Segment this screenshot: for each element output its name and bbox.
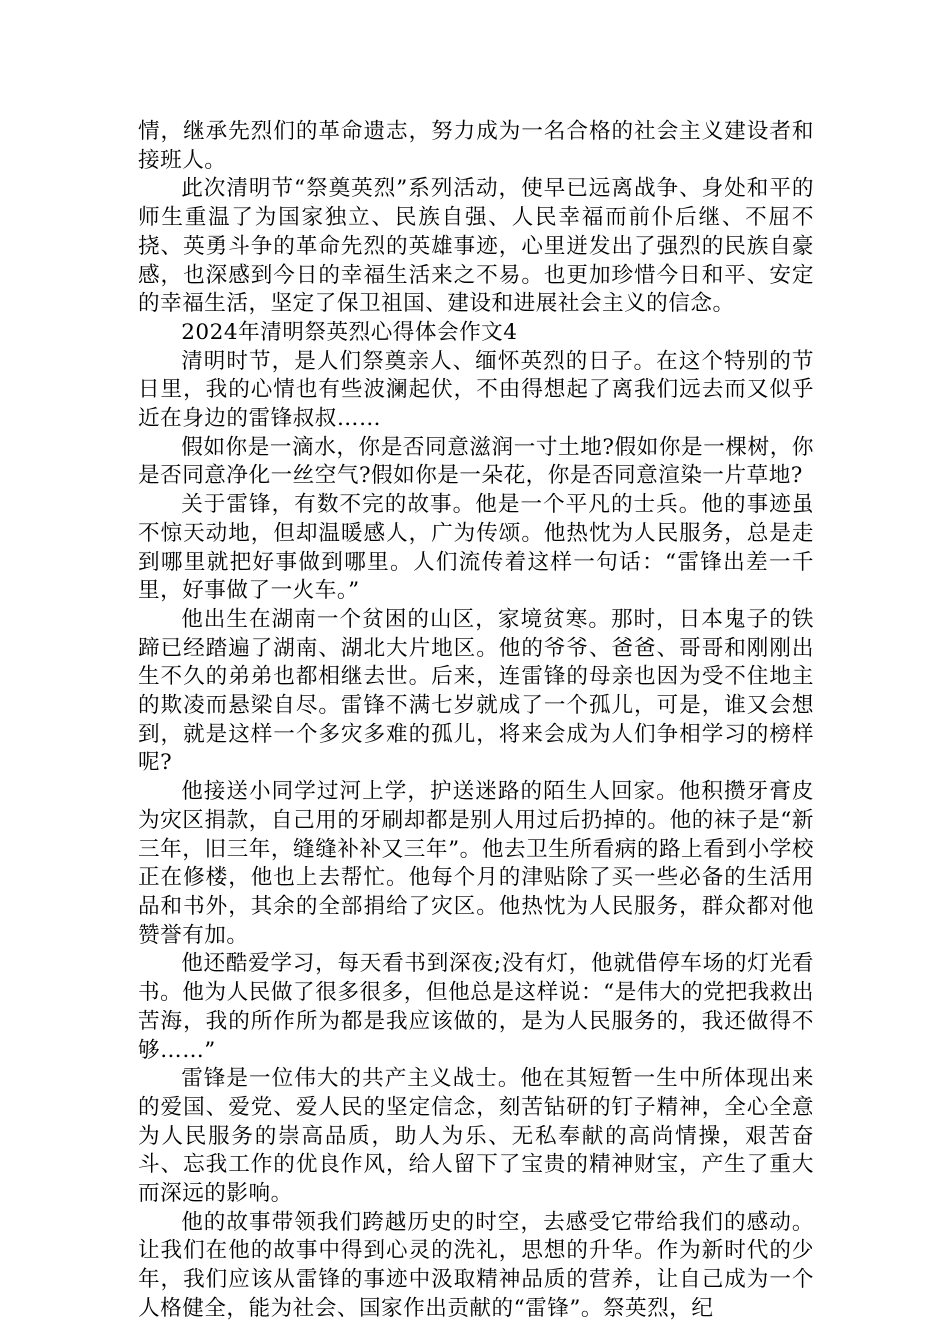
paragraph-activity-summary: 此次清明节“祭奠英烈”系列活动，使早已远离战争、身处和平的师生重温了为国家独立、民族自强、人民幸福而前仆后继、不屈不挠、英勇斗争的革命先烈的英雄事迹，心里迸发出了强烈的民族自豪感，也深感到今日的幸福生活来之不易。也更加珍惜今日和平、安定的幸福生活，坚定了保卫祖国、建设和进展社会主义的信念。 (138, 176, 814, 317)
paragraph-leifeng-childhood: 他出生在湖南一个贫困的山区，家境贫寒。那时，日本鬼子的铁蹄已经踏遍了湖南、湖北大片地区。他的爷爷、爸爸、哥哥和刚刚出生不久的弟弟也都相继去世。后来，连雷锋的母亲也因为受不住地主的欺凌而悬梁自尽。雷锋不满七岁就成了一个孤儿，可是，谁又会想到，就是这样一个多灾多难的孤儿，将来会成为人们争相学习的榜样呢? (138, 606, 814, 776)
document-page (138, 118, 814, 1324)
section-heading: 2024年清明祭英烈心得体会作文4 (181, 319, 518, 345)
paragraph-rhetorical-questions: 假如你是一滴水，你是否同意滋润一寸土地?假如你是一棵树，你是否同意净化一丝空气?假如你是一朵花，你是否同意渲染一片草地? (138, 434, 814, 489)
paragraph-leifeng-deeds: 他接送小同学过河上学，护送迷路的陌生人回家。他积攒牙膏皮为灾区捐款，自己用的牙刷却都是别人用过后扔掉的。他的袜子是“新三年，旧三年，缝缝补补又三年”。他去卫生所看病的路上看到小学校正在修楼，他也上去帮忙。他每个月的津贴除了买一些必备的生活用品和书外，其余的全部捐给了灾区。他热忱为人民服务，群众都对他赞誉有加。 (138, 779, 814, 948)
paragraph-qingming-intro: 清明时节，是人们祭奠亲人、缅怀英烈的日子。在这个特别的节日里，我的心情也有些波澜起伏，不由得想起了离我们远去而又似乎近在身边的雷锋叔叔…… (138, 348, 814, 432)
paragraph-leifeng-spirit: 雷锋是一位伟大的共产主义战士。他在其短暂一生中所体现出来的爱国、爱党、爱人民的坚定信念，刻苦钻研的钉子精神，全心全意为人民服务的崇高品质，助人为乐、无私奉献的高尚情操，艰苦奋斗、忘我工作的优良作风，给人留下了宝贵的精神财宝，产生了重大而深远的影响。 (138, 1066, 814, 1207)
paragraph-continuation: 情，继承先烈们的革命遗志，努力成为一名合格的社会主义建设者和接班人。 (138, 119, 814, 173)
paragraph-leifeng-study: 他还酷爱学习，每天看书到深夜;没有灯，他就借停车场的灯光看书。他为人民做了很多很多，但他总是这样说：“是伟大的党把我救出苦海，我的所作所为都是我应该做的，是为人民服务的，我还做得不够……” (138, 951, 814, 1063)
paragraph-leifeng-stories: 关于雷锋，有数不完的故事。他是一个平凡的士兵。他的事迹虽不惊天动地，但却温暖感人，广为传颂。他热忱为人民服务，总是走到哪里就把好事做到哪里。人们流传着这样一句话：“雷锋出差一千里，好事做了一火车。” (138, 492, 814, 604)
paragraph-conclusion: 他的故事带领我们跨越历史的时空，去感受它带给我们的感动。让我们在他的故事中得到心灵的洗礼，思想的升华。作为新时代的少年，我们应该从雷锋的事迹中汲取精神品质的营养，让自己成为一个人格健全，能为社会、国家作出贡献的“雷锋”。祭英烈，纪 (138, 1209, 814, 1321)
